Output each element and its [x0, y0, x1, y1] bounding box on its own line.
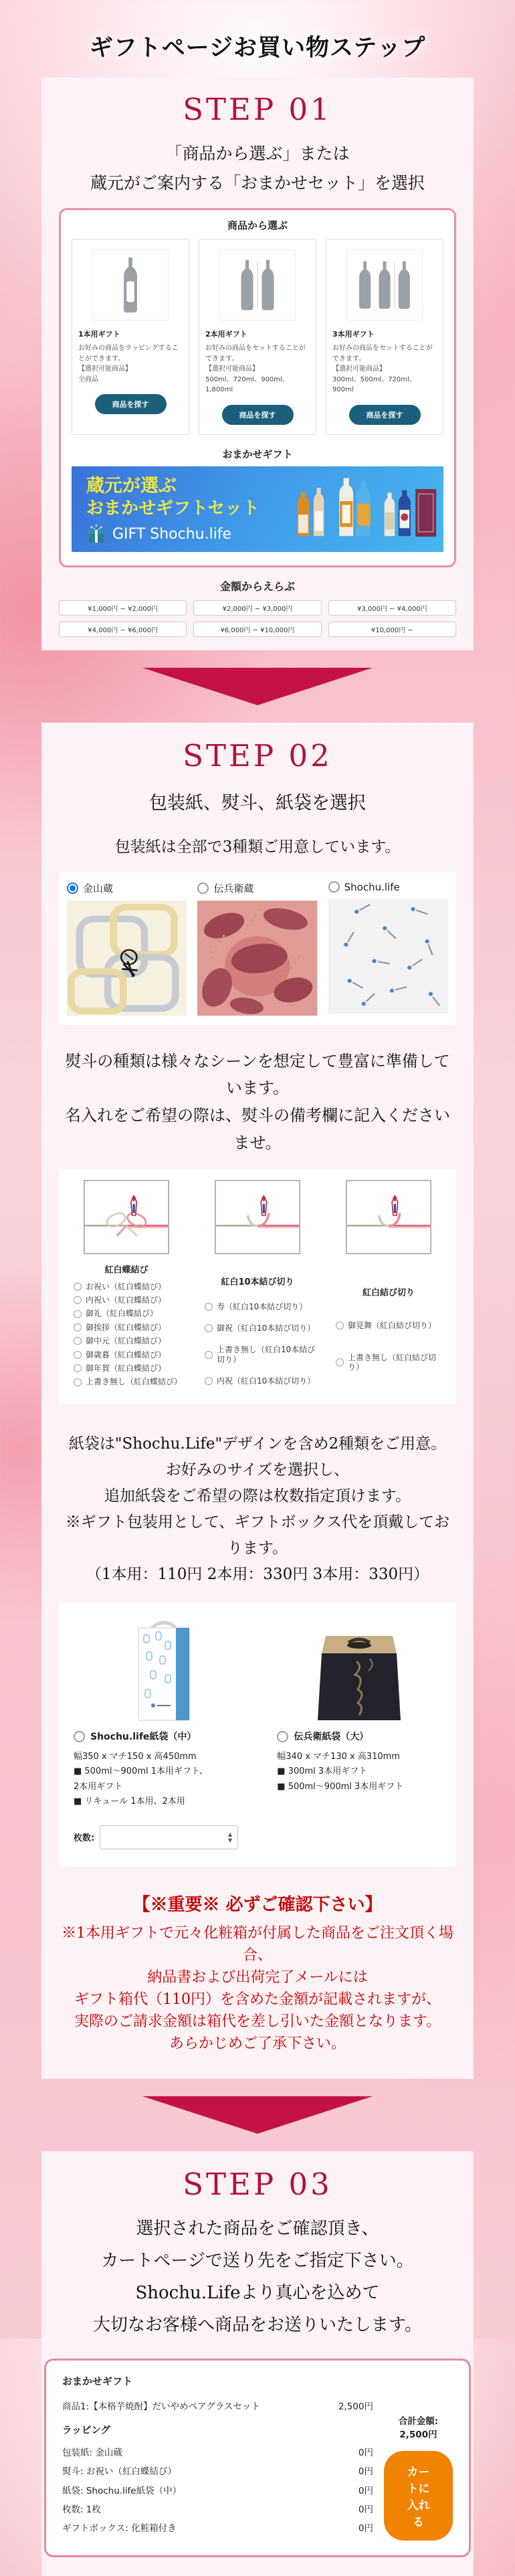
noshi-option-label: 寿（紅白10本結び切り） [217, 1301, 308, 1311]
cart-row-label: 包装紙: 金山蔵 [62, 2447, 122, 2458]
noshi-option[interactable] [74, 1364, 186, 1373]
noshi-option[interactable] [205, 1376, 317, 1386]
step3-line: 大切なお客様へ商品をお送りいたします。 [93, 2314, 422, 2335]
radio-icon[interactable] [74, 1323, 82, 1331]
radio-icon[interactable] [74, 1337, 82, 1345]
noshi-option-label: 上書き無し（紅白結び切り） [348, 1353, 437, 1372]
step1-panel [41, 78, 474, 650]
step2-heading: STEP 02 [183, 737, 332, 773]
price-range-button[interactable]: ¥4,000円 ~ ¥6,000円 [59, 622, 187, 637]
noshi-option[interactable] [74, 1336, 186, 1346]
choose-by-price-title: 金額からえらぶ [219, 579, 295, 593]
banner-brand-text: GIFT Shochu.life [112, 525, 232, 543]
bag-spec-line: 2本用ギフト [74, 1781, 123, 1792]
radio-icon[interactable] [205, 1324, 213, 1332]
cart-title: おまかせギフト [62, 2375, 133, 2387]
noshi-option[interactable] [336, 1353, 448, 1372]
radio-selected-icon[interactable] [67, 883, 78, 894]
bag-note-line: 紙袋は"Shochu.Life"デザインを含め2種類をご用意。 [68, 1435, 447, 1453]
important-notice-line: 実際のご請求金額は箱代を差し引いた金額となります。 [74, 2013, 441, 2030]
wrapping-option-kinzangura[interactable] [67, 881, 187, 1016]
bag-image-shochulife [74, 1615, 254, 1722]
cart-summary-box [44, 2359, 471, 2557]
radio-icon[interactable] [336, 1321, 344, 1329]
page-title: ギフトページお買い物ステップ [89, 34, 426, 62]
wrapping-paper-selector [59, 872, 456, 1025]
paper-bag-selector [59, 1602, 456, 1866]
radio-icon[interactable] [74, 1296, 82, 1304]
cart-row [62, 2444, 373, 2462]
noshi-option-label: 御挨拶（紅白蝶結び） [86, 1322, 167, 1332]
three-bottles-icon [355, 255, 414, 315]
price-range-button[interactable]: ¥1,000円 ~ ¥2,000円 [59, 600, 187, 616]
gift-card-desc: 【選択可能商品】 [78, 365, 132, 373]
gift-card-desc: 全商品 [78, 375, 98, 383]
bag-note-line: （1本用：110円 2本用：330円 3本用：330円） [86, 1566, 429, 1584]
important-notice-line: ※1本用ギフトで元々化粧箱が付属した商品をご注文頂く場合、 [62, 1924, 453, 1964]
quantity-label: 枚数: [74, 1833, 95, 1844]
cart-row-price: 0円 [358, 2447, 373, 2458]
bag-option-label: Shochu.life紙袋（中） [90, 1732, 197, 1743]
important-notice-line: あらかじめご了承下さい。 [169, 2035, 346, 2052]
quantity-select[interactable] [100, 1825, 238, 1849]
select-spinner-icon[interactable]: ▲ ▼ [228, 1831, 233, 1843]
step3-line: 選択された商品をご確認頂き、 [136, 2218, 379, 2239]
cart-row-label: 枚数: 1枚 [62, 2504, 101, 2515]
cart-row-label: 熨斗: お祝い（紅白蝶結び） [62, 2466, 177, 2478]
bottle-image-2 [219, 250, 296, 320]
radio-icon[interactable] [74, 1351, 82, 1359]
noshi-option[interactable] [74, 1377, 186, 1386]
gift-card-3bottles [326, 239, 443, 435]
search-products-button[interactable]: 商品を探す [95, 394, 167, 414]
step1-heading: STEP 01 [183, 92, 332, 127]
one-bottle-icon [119, 255, 142, 315]
gift-card-1bottle [72, 239, 189, 435]
cart-item-label: 商品1:【本格芋焼酎】だいやめペアグラスセット [62, 2401, 260, 2412]
step3-line: カートページで送り先をご指定下さい。 [101, 2250, 414, 2271]
noshi-option-label: 御見舞（紅白結び切り） [348, 1320, 437, 1330]
price-range-button[interactable]: ¥2,000円 ~ ¥3,000円 [193, 600, 321, 616]
noshi-note-line1: 熨斗の種類は様々なシーンを想定して豊富に準備しています。 [65, 1051, 450, 1098]
down-arrow-icon [142, 668, 373, 705]
noshi-image-knot [215, 1180, 300, 1255]
radio-icon[interactable] [74, 1364, 82, 1372]
two-bottles-icon [237, 255, 278, 315]
noshi-option-label: 御歳暮（紅白蝶結び） [86, 1350, 167, 1360]
wrapping-section-title: ラッピング [62, 2425, 110, 2436]
wrapping-option-label: Shochu.life [344, 881, 400, 893]
noshi-group-title: 紅白10本結び切り [221, 1277, 294, 1287]
noshi-image-bow [84, 1180, 169, 1255]
noshi-option-label: 内祝（紅白10本結び切り） [217, 1376, 316, 1386]
noshi-option-label: 御中元（紅白蝶結び） [86, 1336, 167, 1346]
bag-spec-line: ■ 500ml～900ml 3本用ギフト [277, 1781, 404, 1792]
price-range-button[interactable]: ¥3,000円 ~ ¥4,000円 [328, 600, 456, 616]
wrapping-option-label: 金山蔵 [83, 882, 114, 895]
step1-lead-line2: 蔵元がご案内する「おまかせセット」を選択 [90, 173, 425, 193]
bag-option-label: 伝兵衛紙袋（大） [294, 1732, 369, 1743]
gift-card-title: 3本用ギフト [332, 330, 375, 339]
step1-lead-line1: 「商品から選ぶ」または [165, 143, 350, 163]
wrapping-option-denbee[interactable] [197, 881, 317, 1016]
bag-spec-line: ■ 500ml～900ml 1本用ギフト、 [74, 1766, 208, 1777]
noshi-option-label: 上書き無し（紅白蝶結び） [86, 1377, 183, 1387]
radio-icon[interactable] [74, 1310, 82, 1318]
gift-card-desc: 500ml、720ml、900ml、1,800ml [205, 375, 289, 394]
wrapping-paper-image-kinzangura [67, 901, 187, 1016]
step3-heading: STEP 03 [183, 2166, 332, 2202]
bag-image-denbee [277, 1632, 441, 1722]
cart-row-label: ギフトボックス: 化粧箱付き [62, 2523, 177, 2535]
gift-card-title: 1本用ギフト [78, 330, 120, 339]
banner-line1: 蔵元が選ぶ [86, 475, 177, 496]
noshi-option-label: 御礼（紅白蝶結び） [86, 1309, 159, 1319]
bag-spec-line: ■ 300ml 3本用ギフト [277, 1766, 368, 1777]
gift-card-desc: 【選択可能商品】 [205, 365, 259, 373]
price-range-button[interactable]: ¥6,000円 ~ ¥10,000円 [193, 622, 321, 637]
noshi-option[interactable] [205, 1323, 317, 1333]
noshi-group-musubikiri [329, 1180, 448, 1387]
search-products-button[interactable]: 商品を探す [222, 405, 294, 425]
wrapping-note: 包装紙は全部で3種類ご用意しています。 [114, 838, 401, 856]
noshi-group-chomusubi [67, 1180, 186, 1387]
cart-total: 合計金額: 2,500円 [398, 2415, 439, 2440]
gift-selection-box [59, 208, 456, 567]
noshi-option[interactable] [74, 1323, 186, 1332]
radio-icon[interactable] [205, 1351, 213, 1359]
wrapping-paper-image-denbee [197, 901, 317, 1016]
step3-panel [41, 2151, 474, 2576]
noshi-option-label: 内祝い（紅白蝶結び） [86, 1295, 167, 1305]
noshi-note-line2: 名入れをご希望の際は、熨斗の備考欄に記入くださいませ。 [65, 1106, 450, 1152]
wrapping-option-label: 伝兵衛蔵 [213, 882, 254, 895]
omakase-gift-banner[interactable] [72, 466, 443, 552]
search-products-button[interactable]: 商品を探す [349, 405, 421, 425]
radio-icon[interactable] [328, 881, 340, 893]
cart-item-price: 2,500円 [338, 2401, 373, 2412]
omakase-gift-title: おまかせギフト [222, 448, 293, 460]
noshi-option[interactable] [74, 1350, 186, 1360]
noshi-group-10hon [198, 1180, 317, 1387]
gift-card-desc: お好みの商品をセットすることができます。 [332, 345, 433, 363]
bag-spec-line: ■ リキュール 1本用、2本用 [74, 1796, 185, 1807]
gift-card-desc: 【選択可能商品】 [332, 365, 386, 373]
cart-row [62, 2500, 373, 2519]
price-range-button[interactable]: ¥10,000円 ~ [328, 622, 456, 637]
radio-icon[interactable] [74, 1283, 82, 1291]
wrapping-option-shochulife[interactable] [328, 881, 448, 1016]
radio-icon[interactable] [74, 1378, 82, 1386]
noshi-group-title: 紅白蝶結び [104, 1265, 148, 1275]
radio-icon[interactable] [205, 1377, 213, 1385]
banner-line2: おまかせギフトセット [86, 498, 260, 519]
noshi-option-label: お祝い（紅白蝶結び） [86, 1281, 167, 1291]
radio-icon[interactable] [197, 883, 209, 894]
sake-bottles-image [284, 474, 438, 544]
down-arrow-icon [142, 2096, 373, 2134]
bag-note-line: お好みのサイズを選択し、 [165, 1461, 350, 1479]
bag-note-line: 追加紙袋をご希望の際は枚数指定頂けます。 [104, 1487, 411, 1505]
bag-size: 幅350 x マチ150 x 高450mm [74, 1752, 197, 1762]
radio-icon[interactable] [74, 1731, 85, 1742]
bag-option-denbee [277, 1615, 441, 1849]
noshi-option-label: 御年賀（紅白蝶結び） [86, 1364, 167, 1374]
bottle-image-3 [346, 250, 423, 320]
gift-box-icon [86, 524, 106, 544]
choose-by-product-title: 商品から選ぶ [227, 219, 288, 232]
bag-note-line: ※ギフト包装用として、ギフトボックス代を頂戴しております。 [65, 1513, 450, 1558]
gift-card-desc: 300ml、500ml、720ml、900ml [332, 375, 416, 394]
cart-row-price: 0円 [358, 2485, 373, 2496]
noshi-selector [59, 1169, 456, 1404]
add-to-cart-button[interactable]: カートに入れる [384, 2451, 453, 2541]
radio-icon[interactable] [336, 1358, 344, 1366]
cart-row-price: 0円 [358, 2466, 373, 2478]
step3-line: Shochu.Lifeより真心を込めて [135, 2282, 380, 2303]
bag-option-shochulife [74, 1615, 254, 1849]
noshi-option[interactable] [336, 1321, 448, 1330]
noshi-image-knot [346, 1180, 431, 1255]
cart-row [62, 2462, 373, 2481]
noshi-group-title: 紅白結び切り [362, 1287, 415, 1298]
bag-size: 幅340 x マチ130 x 高310mm [277, 1752, 400, 1762]
cart-row-price: 0円 [358, 2504, 373, 2515]
important-notice-line: 納品書および出荷完了メールには [147, 1968, 368, 1986]
gift-card-2bottles [199, 239, 316, 435]
radio-icon[interactable] [205, 1303, 213, 1311]
cart-row-label: 紙袋: Shochu.life紙袋（中） [62, 2485, 182, 2496]
important-notice-title: 【※重要※ 必ずご確認下さい】 [132, 1894, 383, 1915]
noshi-option[interactable] [74, 1309, 186, 1318]
cart-row [62, 2482, 373, 2500]
wrapping-paper-image-shochulife [328, 899, 448, 1014]
step2-lead: 包装紙、熨斗、紙袋を選択 [149, 792, 366, 814]
noshi-option-label: 上書き無し（紅白10本結び切り） [217, 1345, 316, 1364]
gift-card-desc: お好みの商品をセットすることができます。 [205, 345, 306, 363]
noshi-option-label: 御祝（紅白10本結び切り） [217, 1323, 316, 1333]
important-notice-line: ギフト箱代（110円）を含めた金額が記載されますが、 [74, 1991, 441, 2008]
noshi-option[interactable] [74, 1295, 186, 1305]
noshi-option[interactable] [74, 1282, 186, 1291]
gift-card-title: 2本用ギフト [205, 330, 247, 339]
bottle-image-1 [92, 250, 169, 320]
cart-row [62, 2519, 373, 2538]
noshi-option[interactable] [205, 1302, 317, 1311]
cart-row-price: 0円 [358, 2523, 373, 2535]
step2-panel [41, 723, 474, 2079]
radio-icon[interactable] [277, 1731, 288, 1742]
noshi-option[interactable] [205, 1345, 317, 1364]
gift-card-desc: お好みの商品をラッピングすることができます。 [78, 345, 179, 363]
